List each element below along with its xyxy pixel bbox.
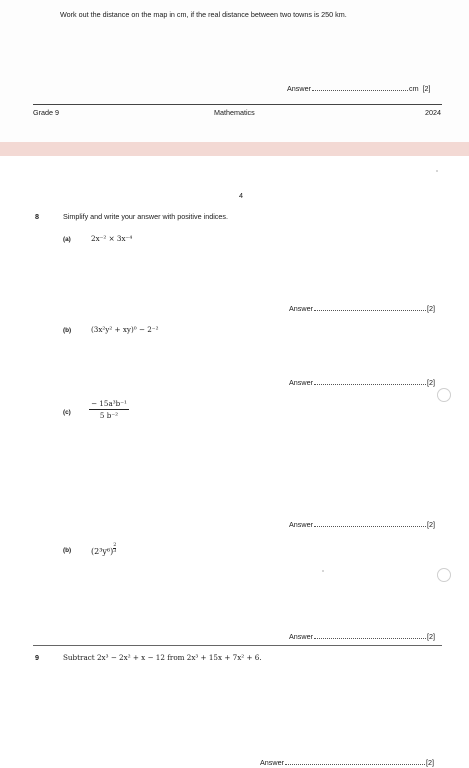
scan-circle-mark: [437, 388, 451, 402]
part-a-label: (a): [63, 236, 71, 243]
answer-label: Answer: [289, 378, 313, 387]
marks: [2]: [422, 84, 431, 93]
marks: [2]: [426, 378, 435, 387]
page-number: 4: [239, 191, 243, 200]
question-9-answer-row: [260, 758, 434, 767]
answer-label: Answer: [289, 304, 313, 313]
part-c-fraction: [89, 399, 129, 420]
answer-blank[interactable]: [314, 520, 426, 527]
part-c-answer-row: [289, 520, 435, 529]
question-text: Work out the distance on the map in cm, if the real distance between two towns is 250 km.: [60, 10, 347, 19]
marks: [2]: [425, 758, 434, 767]
footer-year: 2024: [425, 108, 441, 117]
page-gap: [0, 142, 469, 156]
previous-page: [0, 0, 469, 142]
answer-label: Answer: [287, 84, 311, 93]
question-9-number: 9: [35, 653, 39, 662]
section-divider: [33, 645, 442, 646]
part-d-expression: [91, 543, 116, 556]
exponent-denominator: 3: [113, 548, 117, 554]
answer-row: [287, 84, 431, 93]
answer-label: Answer: [260, 758, 284, 767]
part-b-expression: (3x²y² + xy)⁰ − 2⁻²: [91, 325, 159, 334]
question-9-text: Subtract 2x³ − 2x² + x − 12 from 2x³ + 15x + 7x² + 6.: [63, 653, 262, 662]
footer-grade: Grade 9: [33, 108, 59, 117]
answer-unit: cm: [408, 84, 419, 93]
scan-speck: [436, 170, 438, 172]
fraction-denominator: 5 b⁻²: [99, 411, 119, 420]
footer-subject: Mathematics: [214, 108, 255, 117]
marks: [2]: [426, 304, 435, 313]
answer-blank[interactable]: [314, 304, 426, 311]
part-c-label: (c): [63, 409, 71, 416]
scan-circle-mark: [437, 568, 451, 582]
expression-base: (2³y⁶): [91, 547, 114, 556]
part-a-answer-row: [289, 304, 435, 313]
answer-blank[interactable]: [285, 758, 425, 765]
fractional-exponent: [113, 543, 116, 554]
marks: [2]: [426, 632, 435, 641]
current-page: [0, 156, 469, 768]
footer-divider: [33, 104, 442, 105]
question-8-number: 8: [35, 212, 39, 221]
answer-blank[interactable]: [314, 632, 426, 639]
part-d-label: (b): [63, 547, 72, 554]
part-d-answer-row: [289, 632, 435, 641]
answer-blank[interactable]: [314, 378, 426, 385]
answer-blank[interactable]: [312, 84, 408, 91]
answer-label: Answer: [289, 632, 313, 641]
answer-label: Answer: [289, 520, 313, 529]
marks: [2]: [426, 520, 435, 529]
part-a-expression: 2x⁻² × 3x⁻⁴: [91, 234, 133, 243]
question-8-instruction: Simplify and write your answer with positive indices.: [63, 212, 228, 221]
part-b-label: (b): [63, 327, 72, 334]
scan-speck: [322, 570, 324, 572]
fraction-numerator: − 15a³b⁻¹: [91, 399, 127, 408]
exponent-numerator: 2: [113, 542, 117, 548]
part-b-answer-row: [289, 378, 435, 387]
